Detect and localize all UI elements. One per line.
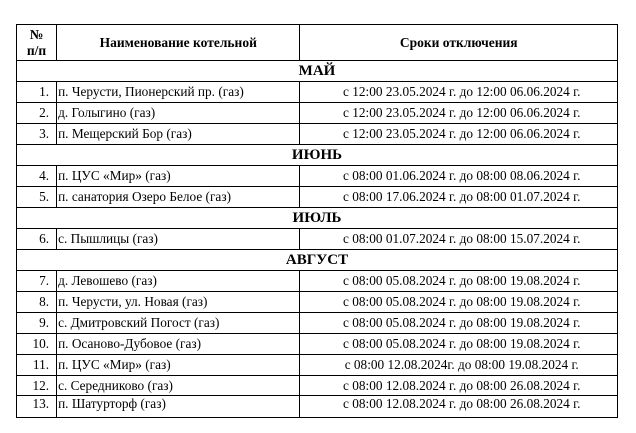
month-row-may xyxy=(17,61,618,82)
month-label: АВГУСТ xyxy=(17,250,618,271)
month-label: МАЙ xyxy=(17,61,618,82)
table-row xyxy=(17,103,618,124)
month-label: ИЮЛЬ xyxy=(17,208,618,229)
row-period: с 12:00 23.05.2024 г. до 12:00 06.06.2024 г. xyxy=(300,124,618,145)
table-row xyxy=(17,124,618,145)
row-num: 12. xyxy=(17,376,57,396)
header-name: Наименование котельной xyxy=(57,25,300,61)
table-row xyxy=(17,376,618,396)
month-row-july xyxy=(17,208,618,229)
header-num-line1: № xyxy=(29,26,44,42)
row-num: 13. xyxy=(17,396,57,418)
row-num: 5. xyxy=(17,187,57,208)
header-period: Сроки отключения xyxy=(300,25,618,61)
row-num: 7. xyxy=(17,271,57,292)
row-num: 9. xyxy=(17,313,57,334)
table-row xyxy=(17,271,618,292)
row-period: с 08:00 01.07.2024 г. до 08:00 15.07.2024 г. xyxy=(300,229,618,250)
row-num: 1. xyxy=(17,82,57,103)
row-num: 10. xyxy=(17,334,57,355)
row-name: п. Шатурторф (газ) xyxy=(57,396,300,418)
row-period: с 08:00 12.08.2024 г. до 08:00 26.08.2024 г. xyxy=(300,396,618,418)
row-name: п. Черусти, Пионерский пр. (газ) xyxy=(57,82,300,103)
header-num xyxy=(17,25,57,61)
row-name: п. ЦУС «Мир» (газ) xyxy=(57,355,300,376)
month-row-june xyxy=(17,145,618,166)
row-period: с 08:00 05.08.2024 г. до 08:00 19.08.2024 г. xyxy=(300,271,618,292)
table-row xyxy=(17,396,618,418)
row-name: п. ЦУС «Мир» (газ) xyxy=(57,166,300,187)
row-period: с 08:00 05.08.2024 г. до 08:00 19.08.2024 г. xyxy=(300,334,618,355)
row-period: с 08:00 05.08.2024 г. до 08:00 19.08.2024 г. xyxy=(300,292,618,313)
row-period: с 08:00 12.08.2024г. до 08:00 19.08.2024 г. xyxy=(300,355,618,376)
row-num: 2. xyxy=(17,103,57,124)
table-header-row xyxy=(17,25,618,61)
table-row xyxy=(17,313,618,334)
month-label: ИЮНЬ xyxy=(17,145,618,166)
row-num: 3. xyxy=(17,124,57,145)
table-row xyxy=(17,187,618,208)
table-row xyxy=(17,229,618,250)
row-name: д. Голыгино (газ) xyxy=(57,103,300,124)
row-num: 11. xyxy=(17,355,57,376)
row-name: с. Середниково (газ) xyxy=(57,376,300,396)
row-name: п. Осаново-Дубовое (газ) xyxy=(57,334,300,355)
row-num: 8. xyxy=(17,292,57,313)
row-period: с 08:00 05.08.2024 г. до 08:00 19.08.2024 г. xyxy=(300,313,618,334)
row-num: 4. xyxy=(17,166,57,187)
table-row xyxy=(17,355,618,376)
row-period: с 08:00 12.08.2024 г. до 08:00 26.08.2024 г. xyxy=(300,376,618,396)
table-row xyxy=(17,292,618,313)
row-name: п. санатория Озеро Белое (газ) xyxy=(57,187,300,208)
table-row xyxy=(17,166,618,187)
table-row xyxy=(17,82,618,103)
row-period: с 08:00 01.06.2024 г. до 08:00 08.06.2024 г. xyxy=(300,166,618,187)
row-period: с 08:00 17.06.2024 г. до 08:00 01.07.2024 г. xyxy=(300,187,618,208)
header-num-line2: п/п xyxy=(26,42,47,58)
row-num: 6. xyxy=(17,229,57,250)
month-row-august xyxy=(17,250,618,271)
row-name: п. Черусти, ул. Новая (газ) xyxy=(57,292,300,313)
table-body xyxy=(17,61,618,418)
table-row xyxy=(17,334,618,355)
row-name: д. Левошево (газ) xyxy=(57,271,300,292)
row-name: с. Пышлицы (газ) xyxy=(57,229,300,250)
row-period: с 12:00 23.05.2024 г. до 12:00 06.06.2024 г. xyxy=(300,103,618,124)
row-name: с. Дмитровский Погост (газ) xyxy=(57,313,300,334)
row-period: с 12:00 23.05.2024 г. до 12:00 06.06.2024 г. xyxy=(300,82,618,103)
shutdown-schedule-table xyxy=(16,24,618,418)
row-name: п. Мещерский Бор (газ) xyxy=(57,124,300,145)
